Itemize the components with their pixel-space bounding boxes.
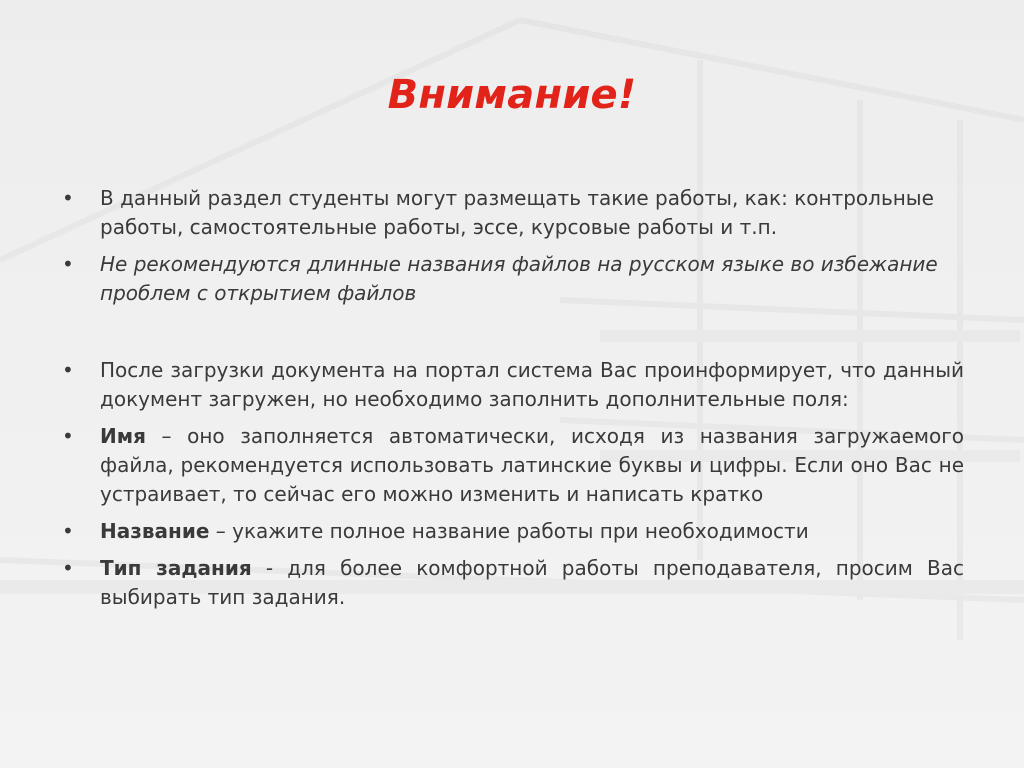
bullet-term: Название [100,519,210,543]
bullet-dot: • [62,556,74,580]
bullet-item [60,554,964,612]
bullet-item [60,517,964,546]
bullet-item [60,250,964,308]
bullet-dot: • [62,186,74,210]
bullet-dot: • [62,519,74,543]
bullet-text: Не рекомендуются длинные названия файлов на русском языке во избежание проблем с открытием файлов [100,252,938,305]
bullet-item [60,356,964,414]
bullet-term: Имя [100,424,146,448]
bullet-text: - для более комфортной работы преподавателя, просим Вас выбирать тип задания. [100,556,964,609]
bullet-dot: • [62,424,74,448]
bullet-text: – оно заполняется автоматически, исходя из названия загружаемого файла, рекомендуется использовать латинские буквы и цифры. Если оно Вас не устраивает, то сейчас его можно изменить и написать кратко [100,424,964,506]
bullet-text: После загрузки документа на портал система Вас проинформирует, что данный документ загружен, но необходимо заполнить дополнительные поля: [100,358,964,411]
slide-title: Внимание! [387,72,637,118]
bullet-text: – укажите полное название работы при необходимости [209,519,809,543]
bullet-term: Тип задания [100,556,252,580]
bullet-item [60,422,964,509]
bullet-list [60,184,964,620]
bullet-dot: • [62,358,74,382]
bullet-dot: • [62,252,74,276]
bullet-item [60,184,964,242]
bullet-text: В данный раздел студенты могут размещать такие работы, как: контрольные работы, самостоятельные работы, эссе, курсовые работы и т.п. [100,186,934,239]
